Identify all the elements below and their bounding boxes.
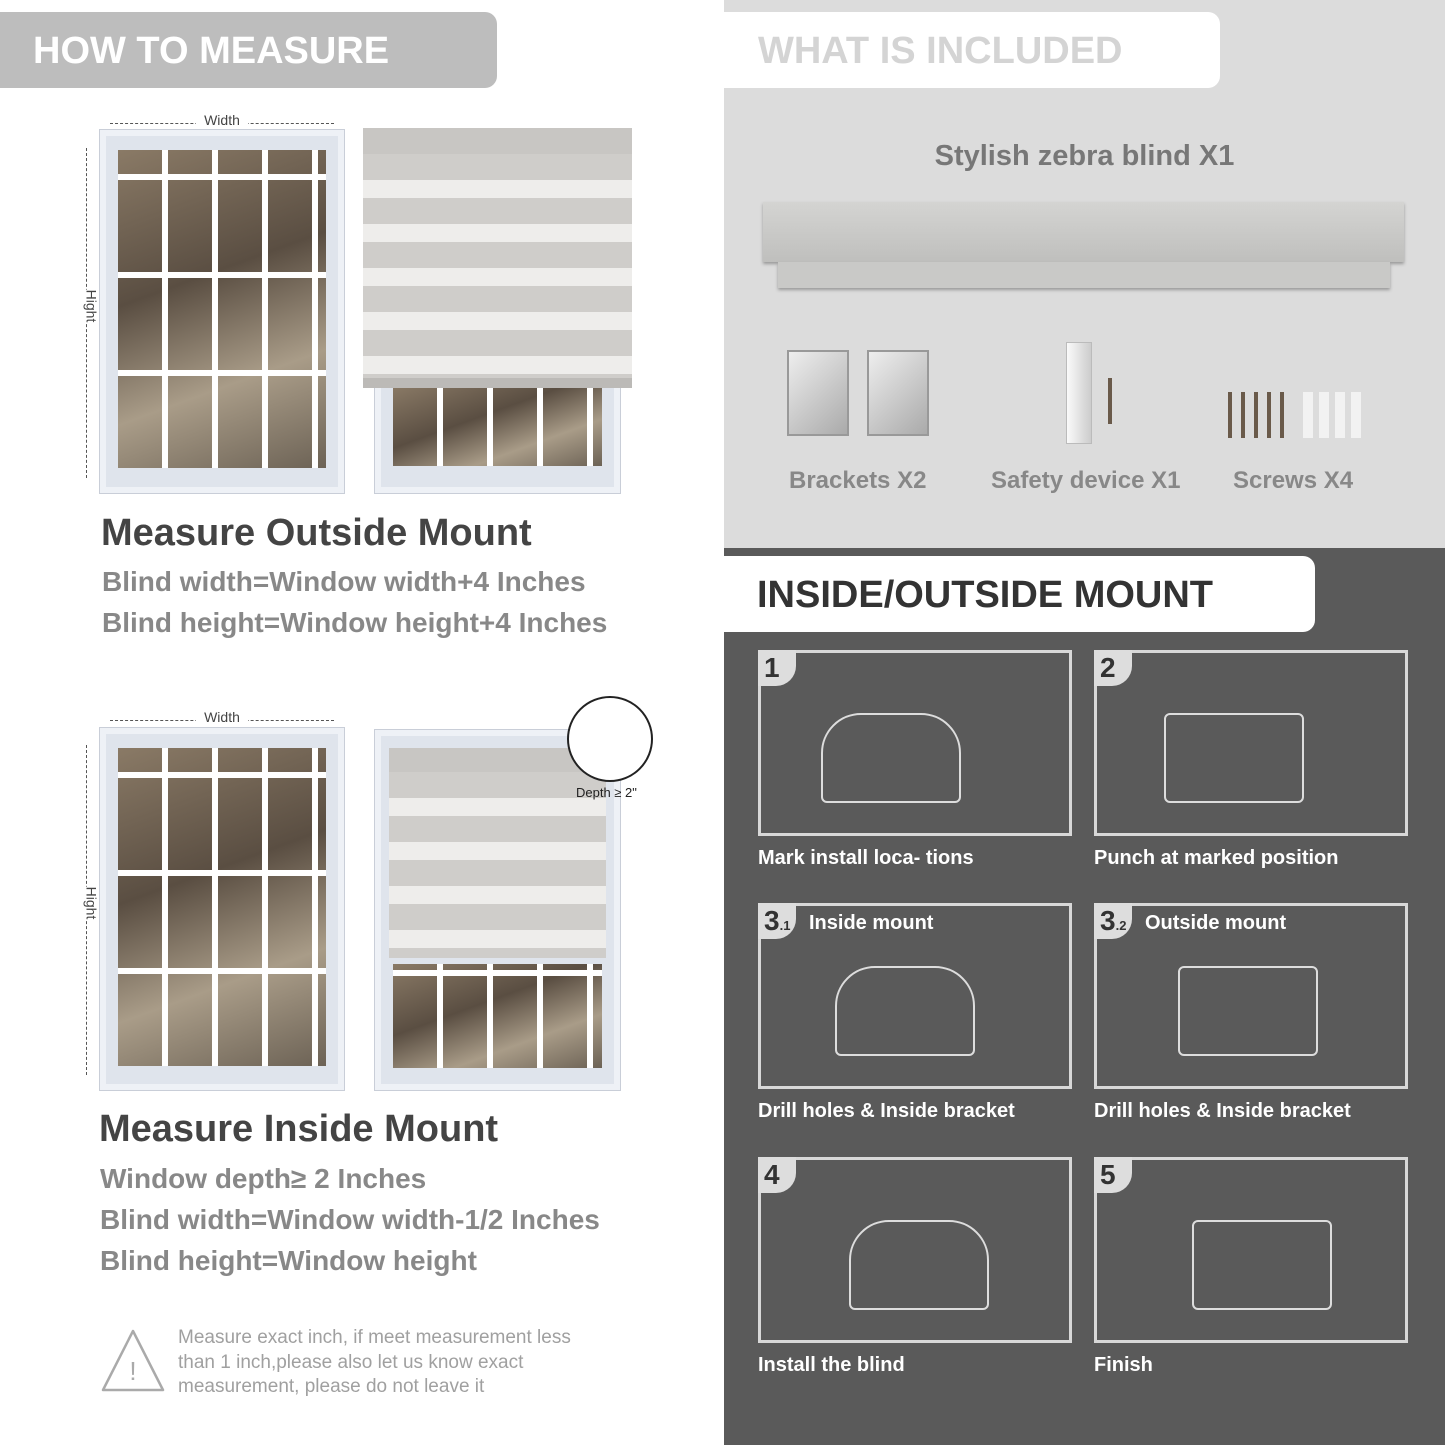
step-caption: Finish (1094, 1354, 1153, 1376)
bracket-image (787, 350, 849, 436)
zebra-blind-image (363, 128, 632, 388)
instruction-line: Blind height=Window height+4 Inches (102, 607, 608, 638)
svg-text:!: ! (129, 1356, 137, 1386)
height-label: Hight (83, 289, 100, 323)
what-is-included-header: WHAT IS INCLUDED (724, 12, 1220, 88)
width-label: Width (196, 112, 248, 128)
measurement-note (178, 1326, 571, 1400)
step-number: 2 (1094, 650, 1132, 686)
note-line: than 1 inch,please also let us know exact (178, 1351, 524, 1373)
blind-headrail-image (763, 202, 1404, 262)
instruction-line: Blind width=Window width+4 Inches (102, 566, 586, 597)
how-to-measure-header: HOW TO MEASURE (0, 12, 497, 88)
instruction-line: Blind height=Window height (100, 1245, 477, 1276)
inside-outside-mount-header: INSIDE/OUTSIDE MOUNT (724, 556, 1315, 632)
window-image (375, 380, 620, 493)
inside-mount-instructions (100, 1158, 600, 1281)
step-number: 3.2 (1094, 903, 1132, 939)
installation-sketch (849, 1220, 989, 1310)
step-caption: Install the blind (758, 1354, 905, 1376)
height-label: Hight (83, 886, 100, 920)
safety-device-label: Safety device X1 (991, 467, 1181, 494)
installation-sketch (1178, 966, 1318, 1056)
width-dimension (110, 112, 334, 128)
width-dimension (110, 709, 334, 725)
screw-image (1108, 378, 1112, 424)
step-title: Outside mount (1145, 912, 1287, 934)
brackets-label: Brackets X2 (789, 467, 927, 494)
height-dimension (83, 148, 100, 478)
instruction-line: Window depth≥ 2 Inches (100, 1163, 427, 1194)
step-caption: Drill holes & Inside bracket (1094, 1100, 1351, 1122)
step-panel-1 (758, 650, 1072, 836)
step-title: Inside mount (809, 912, 934, 934)
blind-bottom-rail-image (778, 262, 1390, 288)
step-caption: Punch at marked position (1094, 847, 1339, 869)
depth-detail-circle (567, 696, 653, 782)
safety-device-image (1066, 342, 1092, 444)
instruction-line: Blind width=Window width-1/2 Inches (100, 1204, 600, 1235)
step-caption: Drill holes & Inside bracket (758, 1100, 1015, 1122)
note-line: Measure exact inch, if meet measurement less (178, 1327, 571, 1348)
step-panel-3 (758, 903, 1072, 1089)
depth-label: Depth ≥ 2" (576, 785, 637, 800)
step-panel-4 (1094, 903, 1408, 1089)
installation-sketch (835, 966, 975, 1056)
step-caption: Mark install loca- tions (758, 847, 974, 869)
step-number: 4 (758, 1157, 796, 1193)
note-line: measurement, please do not leave it (178, 1376, 485, 1397)
step-number: 3.1 (758, 903, 796, 939)
step-number: 5 (1094, 1157, 1132, 1193)
wall-anchors-image (1303, 392, 1367, 438)
step-number: 1 (758, 650, 796, 686)
outside-mount-instructions (102, 561, 607, 643)
step-panel-6 (1094, 1157, 1408, 1343)
height-dimension (83, 745, 100, 1075)
installation-sketch (1164, 713, 1304, 803)
width-label: Width (196, 709, 248, 725)
bracket-image (867, 350, 929, 436)
window-image (100, 728, 344, 1090)
screws-label: Screws X4 (1233, 467, 1354, 494)
window-image (100, 130, 344, 493)
window-image (375, 730, 620, 1090)
inside-mount-title: Measure Inside Mount (99, 1108, 499, 1150)
warning-triangle-icon (100, 1328, 166, 1394)
step-panel-2 (1094, 650, 1408, 836)
installation-sketch (821, 713, 961, 803)
outside-mount-title: Measure Outside Mount (101, 512, 532, 554)
screws-image (1228, 392, 1290, 438)
zebra-blind-label: Stylish zebra blind X1 (934, 140, 1235, 172)
step-panel-5 (758, 1157, 1072, 1343)
installation-sketch (1192, 1220, 1332, 1310)
